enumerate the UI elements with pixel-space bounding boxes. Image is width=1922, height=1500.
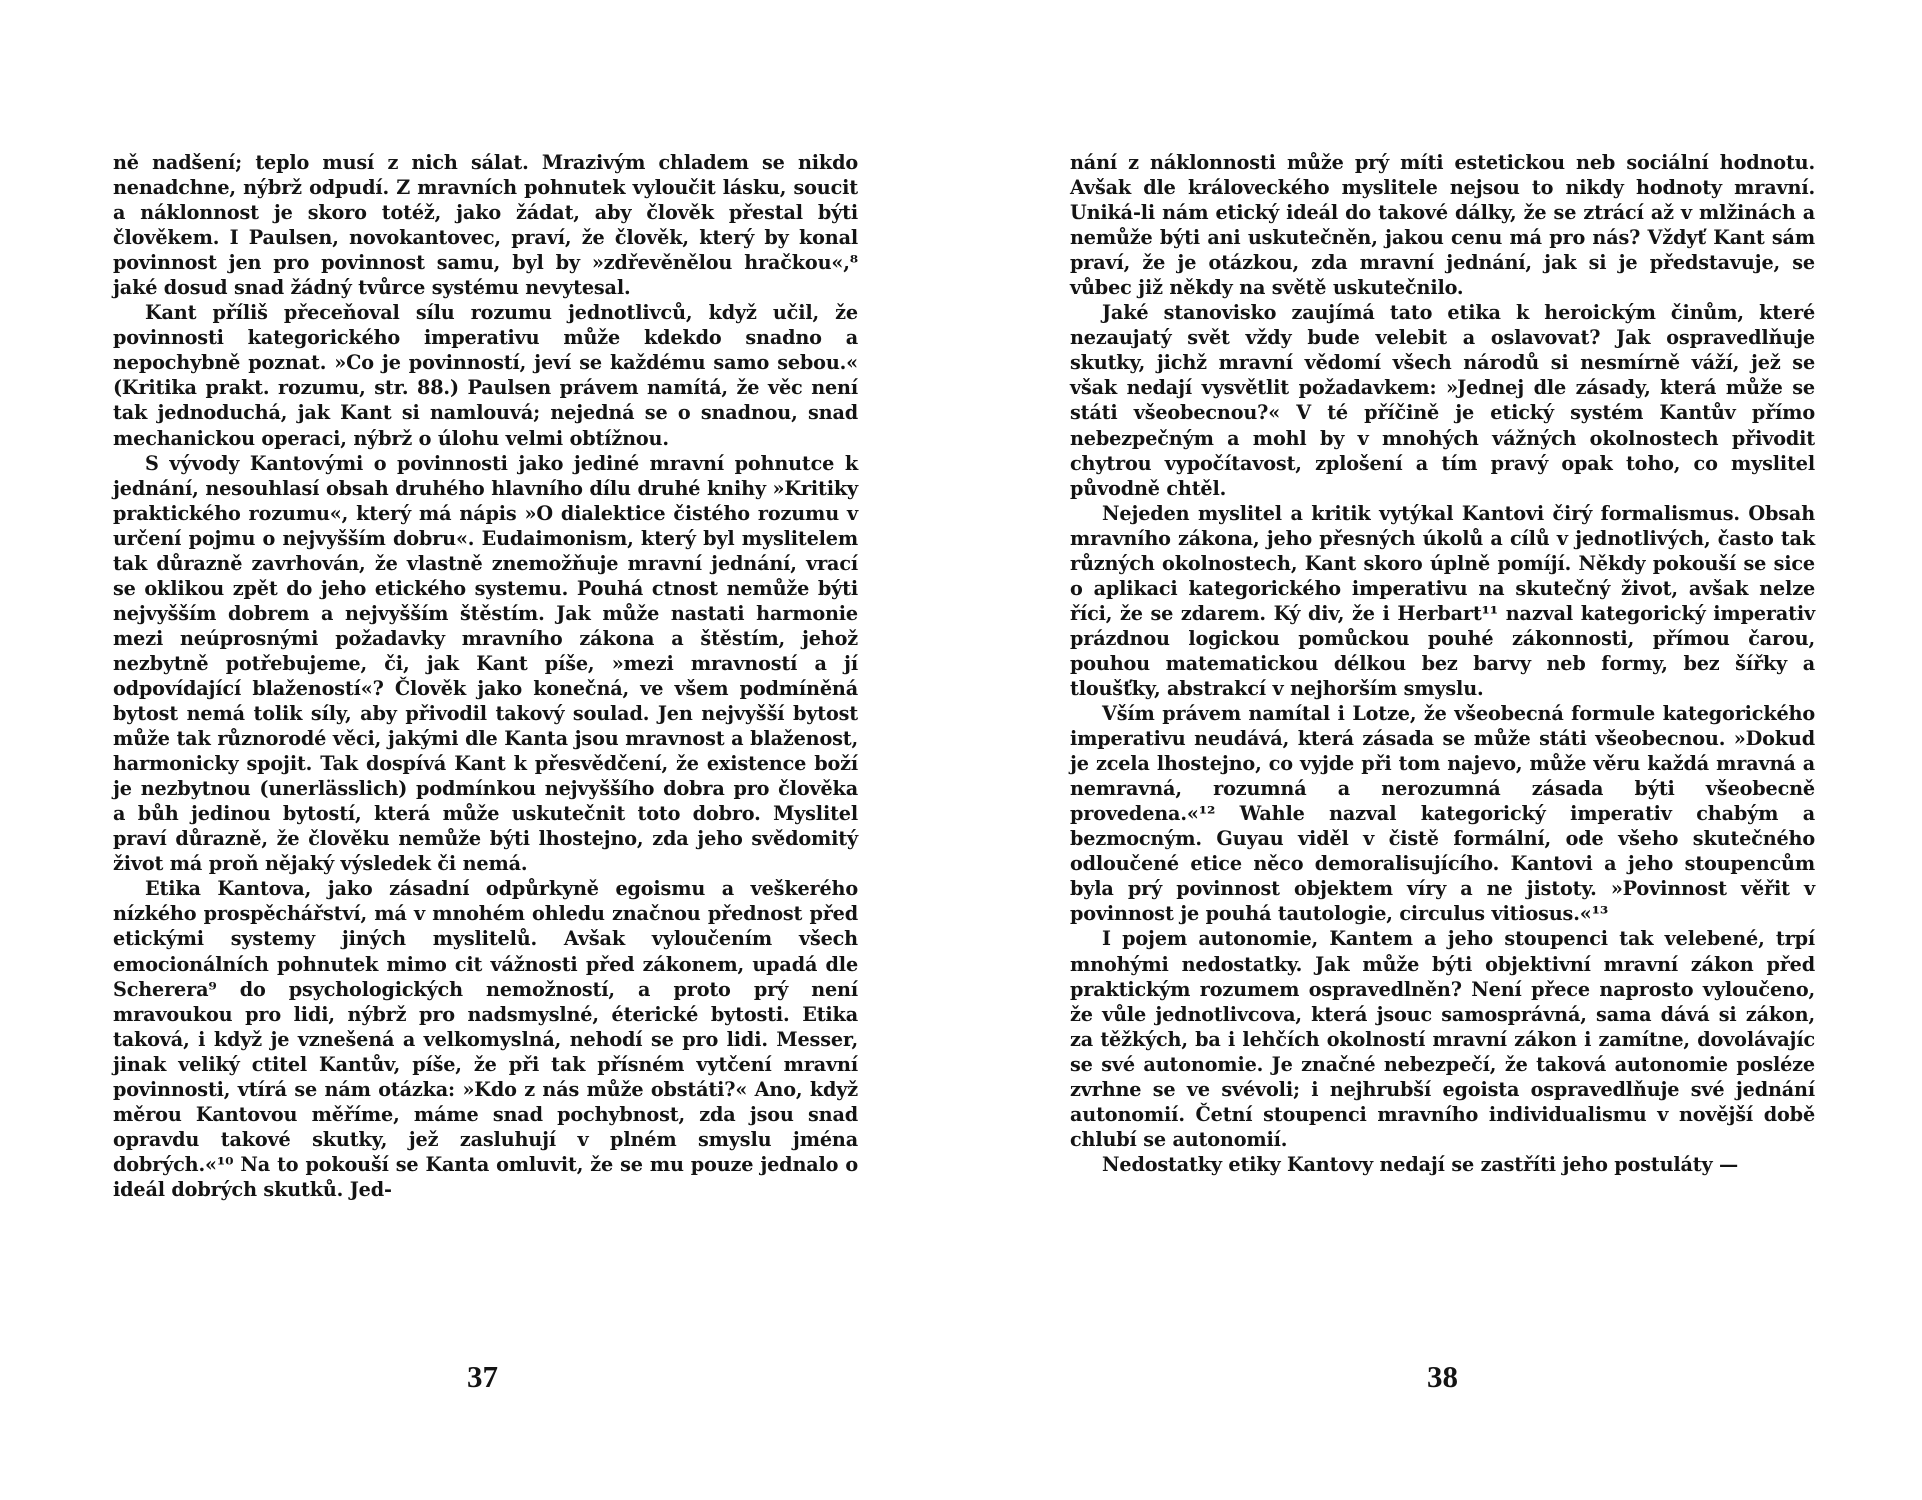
paragraph: Etika Kantova, jako zásadní odpůrkyně egoismu a veškerého nízkého prospěchářství, má v mnohém ohledu značnou přednost před etickými systemy jiných myslitelů. Avšak vyloučením všech emocionálních pohnutek mimo cit vážnosti před zákonem, upadá dle Scherera⁹ do psychologických nemožností, a proto prý není mravoukou pro lidi, nýbrž pro nadsmyslné, éterické bytosti. Etika taková, i když je vznešená a velkomyslná, nehodí se pro lidi. Messer, jinak veliký ctitel Kantův, píše, že při tak přísném vytčení mravní povinnosti, vtírá se nám otázka: »Kdo z nás může obstáti?« Ano, když měrou Kantovou měříme, máme snad pochybnost, zda jsou snad opravdu takové skutky, jež zasluhují v plném smyslu jména dobrých.«¹⁰ Na to pokouší se Kanta omluvit, že se mu pouze jednalo o ideál dobrých skutků. Jed- (113, 877, 858, 1201)
page-number-left: 37 (467, 1359, 498, 1394)
paragraph: Vším právem namítal i Lotze, že všeobecná formule kategorického imperativu neudává, která zásada se může státi všeobecnou. »Dokud je zcela lhostejno, co vyjde při tom najevo, může věru každá mravná a nemravná, rozumná a nerozumná zásada býti všeobecně provedena.«¹² Wahle nazval kategorický imperativ chabým a bezmocným. Guyau viděl v čistě formální, ode všeho skutečného odloučené etice něco demoralisujícího. Kantovi a jeho stoupencům byla prý povinnost objektem víry a ne jistoty. »Povinnost věřit v povinnost je pouhá tautologie, circulus vitiosus.«¹³ (1070, 702, 1815, 926)
paragraph: Jaké stanovisko zaujímá tato etika k heroickým činům, které nezaujatý svět vždy bude velebit a oslavovat? Jak ospravedlňuje skutky, jichž mravní vědomí všech národů si nesmírně váží, jež se však nedají vysvětlit požadavkem: »Jednej dle zásady, která může se státi všeobecnou?« V té příčině je etický systém Kantův přímo nebezpečným a mohl by v mnohých vážných okolnostech přivodit chytrou vypočítavost, zplošení a tím pravý opak toho, co myslitel původně chtěl. (1070, 301, 1815, 500)
paragraph: Kant příliš přeceňoval sílu rozumu jednotlivců, když učil, že povinnosti kategorického imperativu může kdekdo snadno a nepochybně poznat. »Co je povinností, jeví se každému samo sebou.« (Kritika prakt. rozumu, str. 88.) Paulsen právem namítá, že věc není tak jednoduchá, jak Kant si namlouvá; nejedná se o snadnou, snad mechanickou operaci, nýbrž o úlohu velmi obtížnou. (113, 301, 858, 450)
paragraph: Nejeden myslitel a kritik vytýkal Kantovi čirý formalismus. Obsah mravního zákona, jeho přesných úkolů a cílů v jednotlivých, často tak různých okolnostech, Kant skoro úplně pomíjí. Někdy pokouší se sice o aplikaci kategorického imperativu na skutečný život, avšak nelze říci, že se zdarem. Ký div, že i Herbart¹¹ nazval kategorický imperativ prázdnou logickou pomůckou pouhé zákonnosti, přímou čarou, pouhou matematickou délkou bez barvy neb formy, bez šířky a tloušťky, abstrakcí v nejhorším smyslu. (1070, 501, 1815, 700)
paragraph: nání z náklonnosti může prý míti estetickou neb sociální hodnotu. Avšak dle královeckého myslitele nejsou to nikdy hodnoty mravní. Uniká-li nám etický ideál do takové dálky, že se ztrácí až v mlžinách a nemůže býti ani uskutečněn, jakou cenu má pro nás? Vždyť Kant sám praví, že je otázkou, zda mravní jednání, jak si je představuje, se vůbec již někdy na světě uskutečnilo. (1070, 151, 1815, 300)
right-page-text (1070, 150, 1815, 1177)
paragraph: I pojem autonomie, Kantem a jeho stoupenci tak velebené, trpí mnohými nedostatky. Jak může býti objektivní mravní zákon před praktickým rozumem ospravedlněn? Není přece naprosto vyloučeno, že vůle jednotlivcova, která jsouc samosprávná, sama dává si zákon, za těžkých, ba i lehčích okolností mravní zákon i zamítne, dovolávajíc se své autonomie. Je značné nebezpečí, že taková autonomie posléze zvrhne se ve svévoli; i nejhrubší egoista ospravedlňuje své jednání autonomií. Četní stoupenci mravního individualismu v novější době chlubí se autonomií. (1070, 927, 1815, 1151)
paragraph: ně nadšení; teplo musí z nich sálat. Mrazivým chladem se nikdo nenadchne, nýbrž odpudí. Z mravních pohnutek vyloučit lásku, soucit a náklonnost je skoro totéž, jako žádat, aby člověk přestal býti člověkem. I Paulsen, novokantovec, praví, že člověk, který by konal povinnost jen pro povinnost samu, byl by »zdřevěnělou hračkou«,⁸ jaké dosud snad žádný tvůrce systému nevytesal. (113, 151, 858, 300)
left-page-text (113, 150, 858, 1202)
paragraph: S vývody Kantovými o povinnosti jako jediné mravní pohnutce k jednání, nesouhlasí obsah druhého hlavního dílu druhé knihy »Kritiky praktického rozumu«, který má nápis »O dialektice čistého rozumu v určení pojmu o nejvyšším dobru«. Eudaimonism, který byl myslitelem tak důrazně zavrhován, že vlastně znemožňuje mravní jednání, vrací se oklikou zpět do jeho etického systemu. Pouhá ctnost nemůže býti nejvyšším dobrem a nejvyšším štěstím. Jak může nastati harmonie mezi neúprosnými požadavky mravního zákona a štěstím, jehož nezbytně potřebujeme, či, jak Kant píše, »mezi mravností a jí odpovídající blažeností«? Člověk jako konečná, ve všem podmíněná bytost nemá tolik síly, aby přivodil takový soulad. Jen nejvyšší bytost může tak různorodé věci, jakými dle Kanta jsou mravnost a blaženost, harmonicky spojit. Tak dospívá Kant k přesvědčení, že existence boží je nezbytnou (unerlässlich) podmínkou nejvyššího dobra pro člověka a bůh jedinou bytostí, která může uskutečnit toto dobro. Myslitel praví důrazně, že člověku nemůže býti lhostejno, zda jeho svědomitý život má proň nějaký výsledek či nemá. (113, 451, 858, 876)
page-number-right: 38 (1427, 1359, 1458, 1394)
paragraph: Nedostatky etiky Kantovy nedají se zastříti jeho postuláty — (1102, 1152, 1739, 1176)
